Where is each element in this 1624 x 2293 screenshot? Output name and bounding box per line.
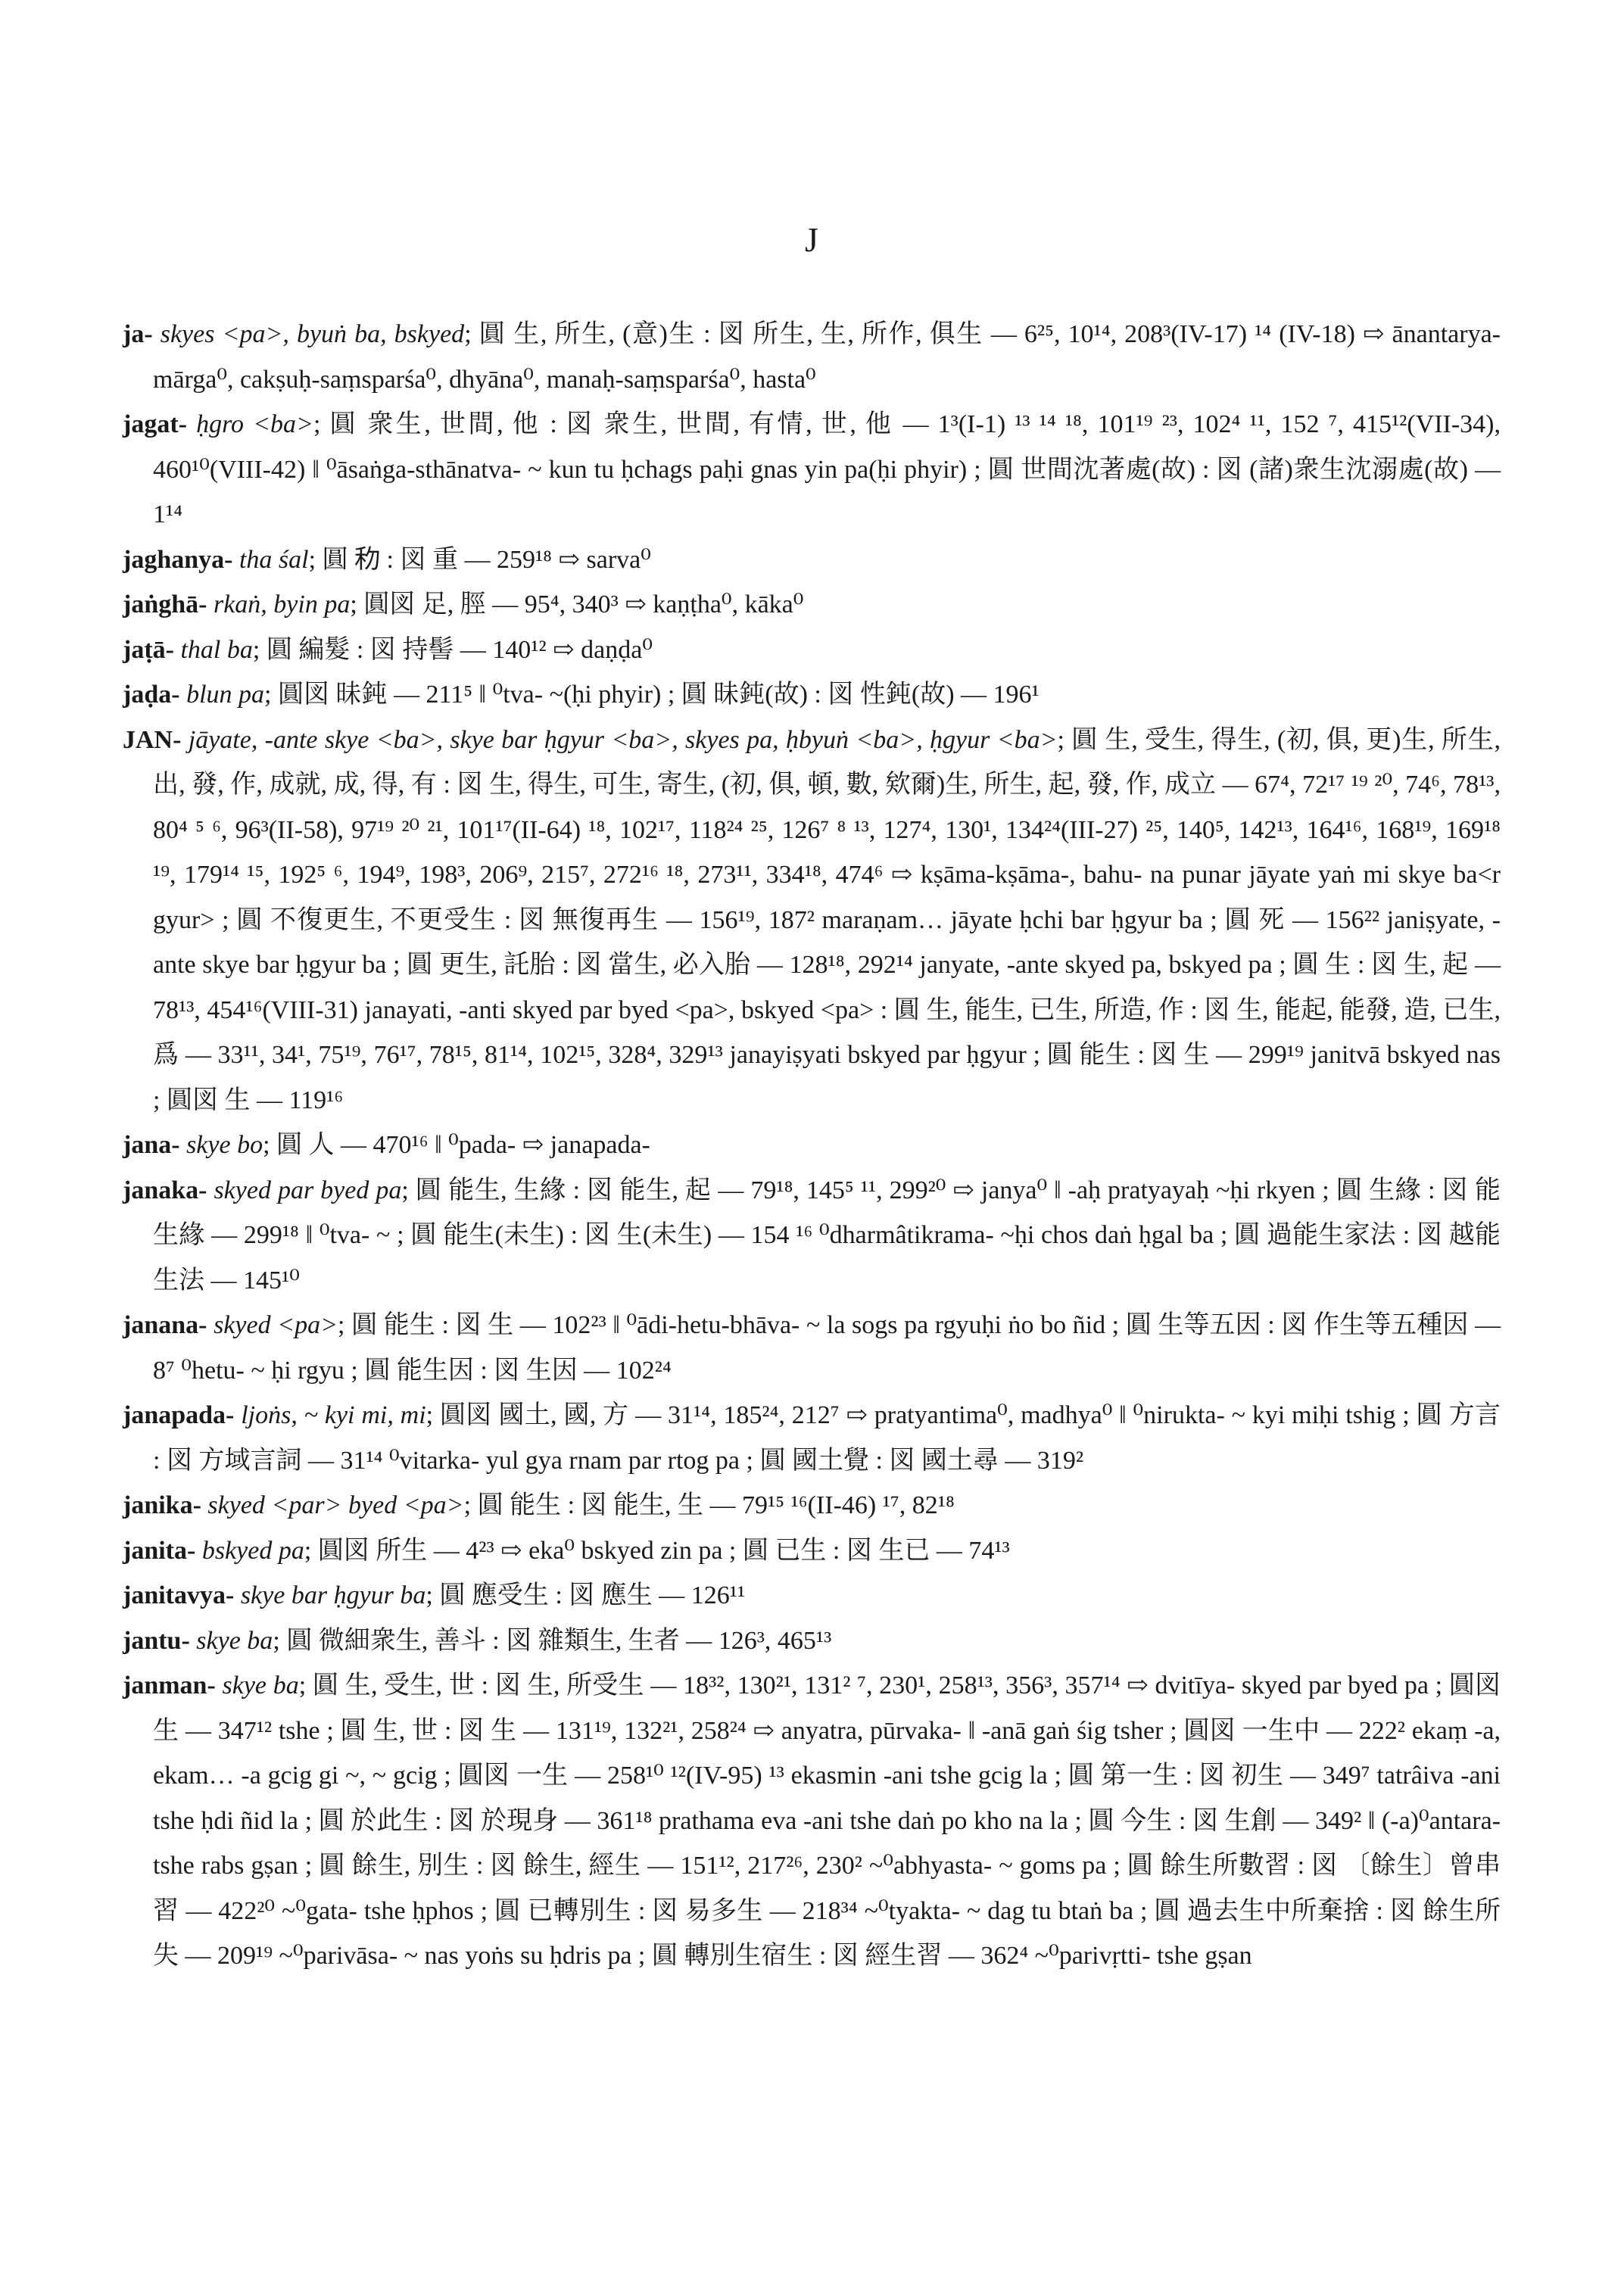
entry-headword: janana- xyxy=(123,1311,207,1339)
dictionary-entry xyxy=(123,402,1501,537)
dictionary-entry xyxy=(123,1483,1501,1528)
entry-tibetan: rkaṅ, byin pa xyxy=(213,590,351,618)
entry-tibetan: skye bar ḥgyur ba xyxy=(240,1581,426,1609)
dictionary-entry xyxy=(123,312,1501,402)
entry-gloss: ; 圓 生, 受生, 得生, (初, 俱, 更)生, 所生, 出, 發, 作, 成就, 成, 得, 有 : 図 生, 得生, 可生, 寄生, (初, 俱, 頓, 數, 欸爾)生, 所生, 起, 發, 作, 成立 — 67⁴, 72¹⁷ ¹⁹ ²⁰, 74⁶, 78¹³, 80⁴ ⁵ ⁶, 96³(II-58), 97¹⁹ ²⁰ ²¹, 101¹⁷(II-64) ¹⁸, 102¹⁷, 118²⁴ ²⁵, 126⁷ ⁸ ¹³, 127⁴, 130¹, 134²⁴(III-27) ²⁵, 140⁵, 142¹³, 164¹⁶, 168¹⁹, 169¹⁸ ¹⁹, 179¹⁴ ¹⁵, 192⁵ ⁶, 194⁹, 198³, 206⁹, 215⁷, 272¹⁶ ¹⁸, 273¹¹, 334¹⁸, 474⁶ ⇨ kṣāma-kṣāma-, bahu- na punar jāyate yaṅ mi skye ba<r gyur> ; 圓 不復更生, 不更受生 : 図 無復再生 — 156¹⁹, 187² maraṇam… jāyate ḥchi bar ḥgyur ba ; 圓 死 — 156²² janiṣyate, -ante skye bar ḥgyur ba ; 圓 更生, 託胎 : 図 當生, 必入胎 — 128¹⁸, 292¹⁴ janyate, -ante skyed pa, bskyed pa ; 圓 生 : 図 生, 起 — 78¹³, 454¹⁶(VIII-31) janayati, -anti skyed par byed <pa>, bskyed <pa> : 圓 生, 能生, 已生, 所造, 作 : 図 生, 能起, 能發, 造, 已生, 爲 — 33¹¹, 34¹, 75¹⁹, 76¹⁷, 78¹⁵, 81¹⁴, 102¹⁵, 328⁴, 329¹³ janayiṣyati bskyed par ḥgyur ; 圓 能生 : 図 生 — 299¹⁹ janitvā bskyed nas ; 圓図 生 — 119¹⁶ xyxy=(153,725,1501,1114)
dictionary-entry xyxy=(123,1168,1501,1304)
entry-tibetan: jāyate, -ante skye <ba>, skye bar ḥgyur <ba>, skyes pa, ḥbyuṅ <ba>, ḥgyur <ba> xyxy=(188,725,1058,754)
entry-gloss: ; 圓 生, 所生, (意)生 : 図 所生, 生, 所作, 俱生 — 6²⁵, 10¹⁴, 208³(IV-17) ¹⁴ (IV-18) ⇨ ānantarya-mārga⁰, cakṣuḥ-saṃsparśa⁰, dhyāna⁰, manaḥ-saṃsparśa⁰, hasta⁰ xyxy=(153,320,1501,394)
dictionary-entry xyxy=(123,1663,1501,1979)
entry-tibetan: skyes <pa>, byuṅ ba, bskyed xyxy=(160,320,465,348)
entry-gloss: ; 圓 能生 : 図 能生, 生 — 79¹⁵ ¹⁶(II-46) ¹⁷, 82¹⁸ xyxy=(463,1491,955,1519)
entry-tibetan: skyed <par> byed <pa> xyxy=(207,1491,464,1519)
dictionary-entry xyxy=(123,718,1501,1123)
entry-headword: ja- xyxy=(123,320,153,348)
entry-gloss: ; 圓 人 — 470¹⁶ ‖ ⁰pada- ⇨ janapada- xyxy=(263,1131,650,1159)
entry-tibetan: skye ba xyxy=(222,1671,299,1699)
entry-tibetan: blun pa xyxy=(186,681,265,709)
entry-headword: janika- xyxy=(123,1491,201,1519)
dictionary-entry xyxy=(123,1393,1501,1483)
entry-headword: janaka- xyxy=(123,1176,207,1204)
entry-gloss: ; 圓 編髮 : 図 持髻 — 140¹² ⇨ daṇḍa⁰ xyxy=(252,635,653,664)
entry-gloss: ; 圓図 所生 — 4²³ ⇨ eka⁰ bskyed zin pa ; 圓 已生 : 図 生已 — 74¹³ xyxy=(304,1536,1010,1565)
entry-headword: jana- xyxy=(123,1131,180,1159)
section-letter: J xyxy=(805,220,819,259)
entry-gloss: ; 圓図 國土, 國, 方 — 31¹⁴, 185²⁴, 212⁷ ⇨ pratyantima⁰, madhya⁰ ‖ ⁰nirukta- ~ kyi miḥi tshig ; 圓 方言 : 図 方域言詞 — 31¹⁴ ⁰vitarka- yul gya rnam par rtog pa ; 圓 國土覺 : 図 國土尋 — 319² xyxy=(153,1401,1501,1475)
entry-headword: janman- xyxy=(123,1671,216,1699)
entry-tibetan: thal ba xyxy=(180,635,253,664)
entry-tibetan: ḥgro <ba> xyxy=(196,410,313,438)
entry-list xyxy=(123,312,1501,1979)
dictionary-entry xyxy=(123,1573,1501,1618)
entry-headword: janitavya- xyxy=(123,1581,235,1609)
dictionary-entry xyxy=(123,582,1501,628)
entry-tibetan: tha śal xyxy=(238,545,309,574)
entry-gloss: ; 圓 𥝢 : 図 重 — 259¹⁸ ⇨ sarva⁰ xyxy=(308,545,651,574)
entry-tibetan: skyed par byed pa xyxy=(214,1176,402,1204)
entry-gloss: ; 圓 衆生, 世間, 他 : 図 衆生, 世間, 有情, 世, 他 — 1³(I-1) ¹³ ¹⁴ ¹⁸, 101¹⁹ ²³, 102⁴ ¹¹, 152 ⁷, 415¹²(VII-34), 460¹⁰(VIII-42) ‖ ⁰āsaṅga-sthānatva- ~ kun tu ḥchags paḥi gnas yin pa(ḥi phyir) ; 圓 世間沈著處(故) : 図 (諸)衆生沈溺處(故) — 1¹⁴ xyxy=(153,410,1501,528)
entry-headword: jagat- xyxy=(123,410,187,438)
dictionary-entry xyxy=(123,672,1501,718)
entry-headword: jaghanya- xyxy=(123,545,233,574)
dictionary-entry xyxy=(123,628,1501,673)
entry-headword: JAN- xyxy=(123,725,182,754)
entry-headword: jaṭā- xyxy=(123,635,174,664)
dictionary-entry xyxy=(123,1528,1501,1574)
entry-gloss: ; 圓 應受生 : 図 應生 — 126¹¹ xyxy=(425,1581,746,1609)
dictionary-entry xyxy=(123,1123,1501,1168)
entry-gloss: ; 圓 微細衆生, 善斗 : 図 雜類生, 生者 — 126³, 465¹³ xyxy=(273,1626,832,1655)
entry-gloss: ; 圓図 足, 脛 — 95⁴, 340³ ⇨ kaṇṭha⁰, kāka⁰ xyxy=(350,590,804,618)
entry-tibetan: bskyed pa xyxy=(201,1536,304,1565)
entry-gloss: ; 圓図 昧鈍 — 211⁵ ‖ ⁰tva- ~(ḥi phyir) ; 圓 昧鈍(故) : 図 性鈍(故) — 196¹ xyxy=(264,681,1040,709)
entry-headword: jaṅghā- xyxy=(123,590,207,618)
entry-gloss: ; 圓 生, 受生, 世 : 図 生, 所受生 — 18³², 130²¹, 131² ⁷, 230¹, 258¹³, 356³, 357¹⁴ ⇨ dvitīya- skyed par byed pa ; 圓図 生 — 347¹² tshe ; 圓 生, 世 : 図 生 — 131¹⁹, 132²¹, 258²⁴ ⇨ anyatra, pūrvaka- ‖ -anā gaṅ śig tsher ; 圓図 一生中 — 222² ekaṃ -a, ekam… -a gcig gi ~, ~ gcig ; 圓図 一生 — 258¹⁰ ¹²(IV-95) ¹³ ekasmin -ani tshe gcig la ; 圓 第一生 : 図 初生 — 349⁷ tatrâiva -ani tshe ḥdi ñid la ; 圓 於此生 : 図 於現身 — 361¹⁸ prathama eva -ani tshe daṅ po kho na la ; 圓 今生 : 図 生創 — 349² ‖ (-a)⁰antara- tshe rabs gṣan ; 圓 餘生, 別生 : 図 餘生, 經生 — 151¹², 217²⁶, 230² ~⁰abhyasta- ~ goms pa ; 圓 餘生所數習 : 図 〔餘生〕曾串習 — 422²⁰ ~⁰gata- tshe ḥphos ; 圓 已轉別生 : 図 易多生 — 218³⁴ ~⁰tyakta- ~ dag tu btaṅ ba ; 圓 過去生中所棄捨 : 図 餘生所失 — 209¹⁹ ~⁰parivāsa- ~ nas yoṅs su ḥdris pa ; 圓 轉別生宿生 : 図 經生習 — 362⁴ ~⁰parivṛtti- tshe gṣan xyxy=(153,1671,1501,1970)
entry-tibetan: skye bo xyxy=(186,1131,263,1159)
entry-headword: janapada- xyxy=(123,1401,235,1429)
entry-tibetan: ljoṅs, ~ kyi mi, mi xyxy=(241,1401,426,1429)
dictionary-entry xyxy=(123,1303,1501,1393)
entry-tibetan: skye ba xyxy=(196,1626,273,1655)
entry-tibetan: skyed <pa> xyxy=(214,1311,338,1339)
entry-headword: janita- xyxy=(123,1536,196,1565)
dictionary-entry xyxy=(123,1618,1501,1664)
entry-gloss: ; 圓 能生 : 図 生 — 102²³ ‖ ⁰ādi-hetu-bhāva- ~ la sogs pa rgyuḥi ṅo bo ñid ; 圓 生等五因 : 図 作生等五種因 — 8⁷ ⁰hetu- ~ ḥi rgyu ; 圓 能生因 : 図 生因 — 102²⁴ xyxy=(153,1311,1501,1385)
entry-headword: jantu- xyxy=(123,1626,190,1655)
entry-headword: jaḍa- xyxy=(123,681,180,709)
dictionary-entry xyxy=(123,537,1501,583)
entry-gloss: ; 圓 能生, 生緣 : 図 能生, 起 — 79¹⁸, 145⁵ ¹¹, 299²⁰ ⇨ janya⁰ ‖ -aḥ pratyayaḥ ~ḥi rkyen ; 圓 生緣 : 図 能生緣 — 299¹⁸ ‖ ⁰tva- ~ ; 圓 能生(未生) : 図 生(未生) — 154 ¹⁶ ⁰dharmâtikrama- ~ḥi chos daṅ ḥgal ba ; 圓 過能生家法 : 図 越能生法 — 145¹⁰ xyxy=(153,1176,1501,1294)
